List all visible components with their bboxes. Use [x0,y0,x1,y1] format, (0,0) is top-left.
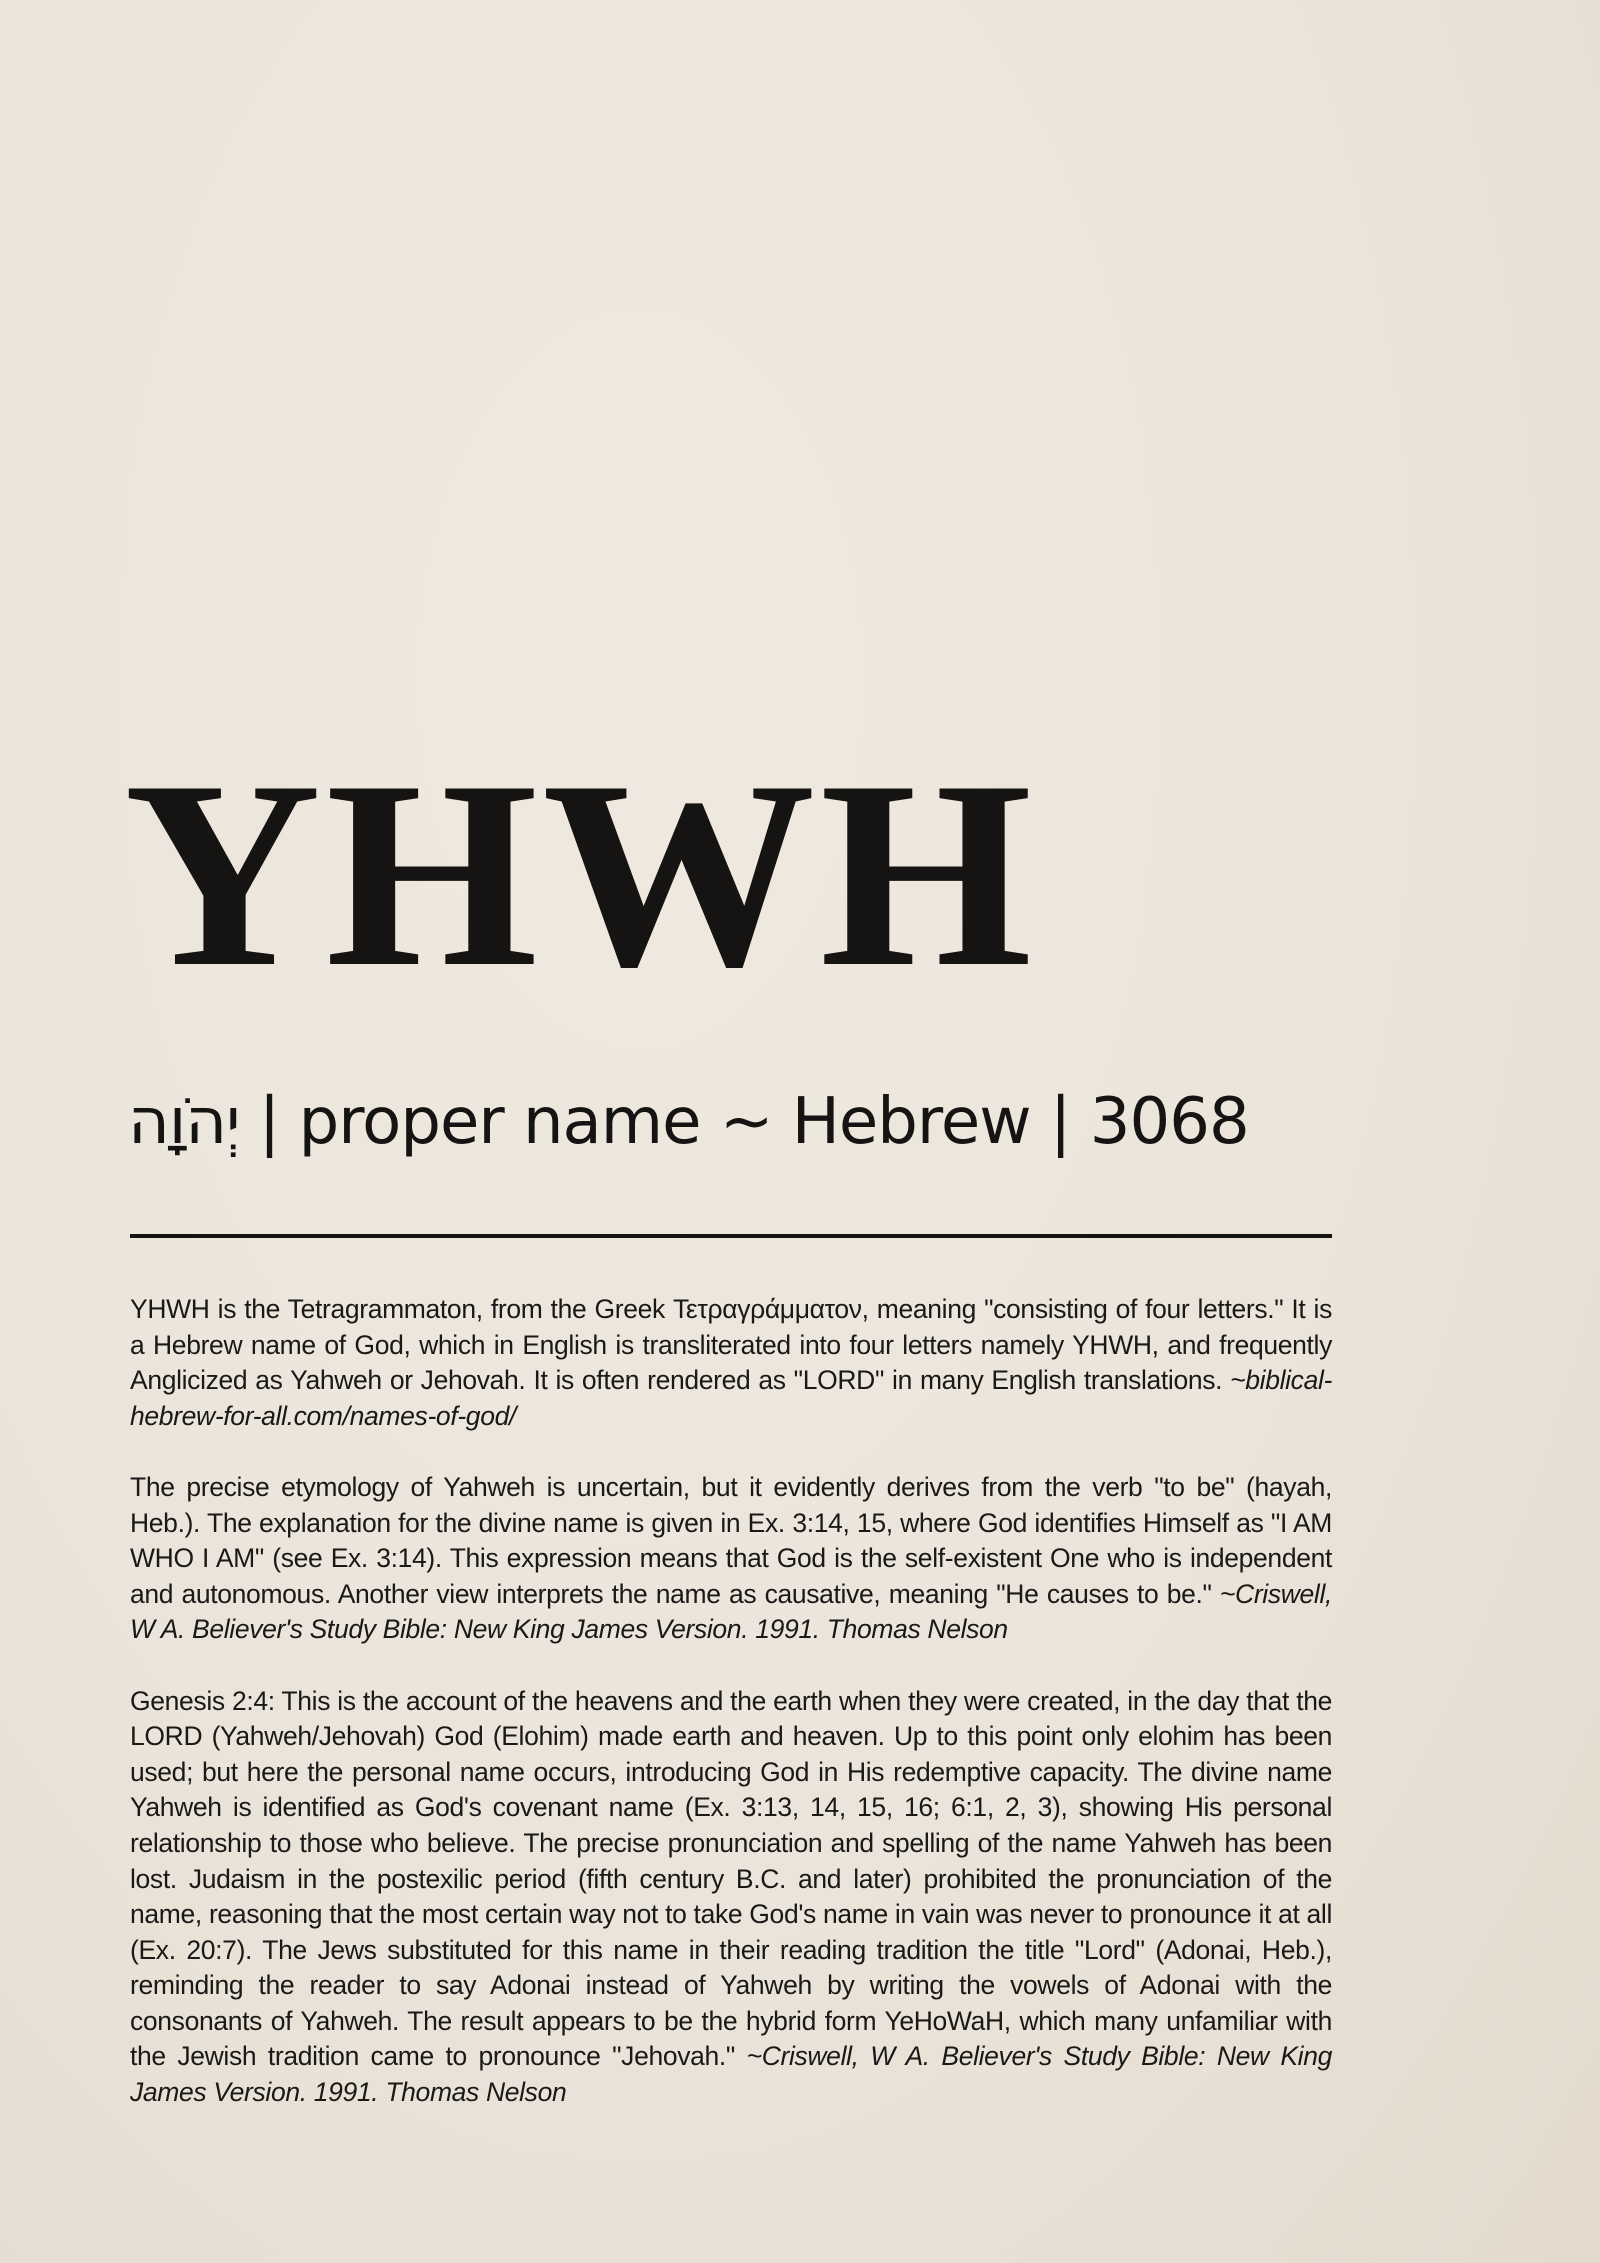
separator: | [1030,1085,1090,1159]
strongs-number: 3068 [1089,1085,1249,1159]
definition-paragraph-1 [130,1292,1332,1434]
definition-paragraph-2 [130,1470,1332,1648]
part-of-speech: proper name [298,1085,701,1159]
definition-body [130,1292,1332,2146]
language: Hebrew [791,1085,1031,1159]
hebrew-word: יְהֹוָה [128,1085,240,1159]
tilde-separator: ~ [700,1085,792,1159]
citation: ~Criswell, W A. Believer's Study Bible: New King James Version. 1991. Thomas Nelson [130,2041,1332,2108]
headword-subtitle [128,1085,1249,1159]
paragraph-text: YHWH is the Tetragrammaton, from the Greek Τετραγράμματον, meaning "consisting of four letters." It is a Hebrew name of God, which in English is transliterated into four letters namely YHWH, and frequently Anglicized as Yahweh or Jehovah. It is often rendered as "LORD" in many English translations. [130,1294,1332,1396]
divider-rule [130,1234,1332,1238]
paragraph-text: Genesis 2:4: This is the account of the heavens and the earth when they were created, in the day that the LORD (Yahweh/Jehovah) God (Elohim) made earth and heaven. Up to this point only elohim has been used; but here the personal name occurs, introducing God in His redemptive capacity. The divine name Yahweh is identified as God's covenant name (Ex. 3:13, 14, 15, 16; 6:1, 2, 3), showing His personal relationship to those who believe. The precise pronunciation and spelling of the name Yahweh has been lost. Judaism in the postexilic period (fifth century B.C. and later) prohibited the pronunciation of the name, reasoning that the most certain way not to take God's name in vain was never to pronounce it at all (Ex. 20:7). The Jews substituted for this name in their reading tradition the title "Lord" (Adonai, Heb.), reminding the reader to say Adonai instead of Yahweh by writing the vowels of Adonai with the consonants of Yahweh. The result appears to be the hybrid form YeHoWaH, which many unfamiliar with the Jewish tradition came to pronounce "Jehovah." [130,1685,1332,2072]
citation: ~Criswell, W A. Believer's Study Bible: New King James Version. 1991. Thomas Nelson [130,1578,1332,1645]
headword-title: YHWH [124,725,1037,1022]
definition-paragraph-3 [130,1684,1332,2111]
separator: | [239,1085,299,1159]
citation: ~biblical-hebrew-for-all.com/names-of-god/ [130,1365,1332,1431]
paragraph-text: The precise etymology of Yahweh is uncertain, but it evidently derives from the verb "to be" (hayah, Heb.). The explanation for the divine name is given in Ex. 3:14, 15, where God identifies Himself as "I AM WHO I AM" (see Ex. 3:14). This expression means that God is the self-existent One who is independent and autonomous. Another view interprets the name as causative, meaning "He causes to be." [130,1471,1332,1609]
